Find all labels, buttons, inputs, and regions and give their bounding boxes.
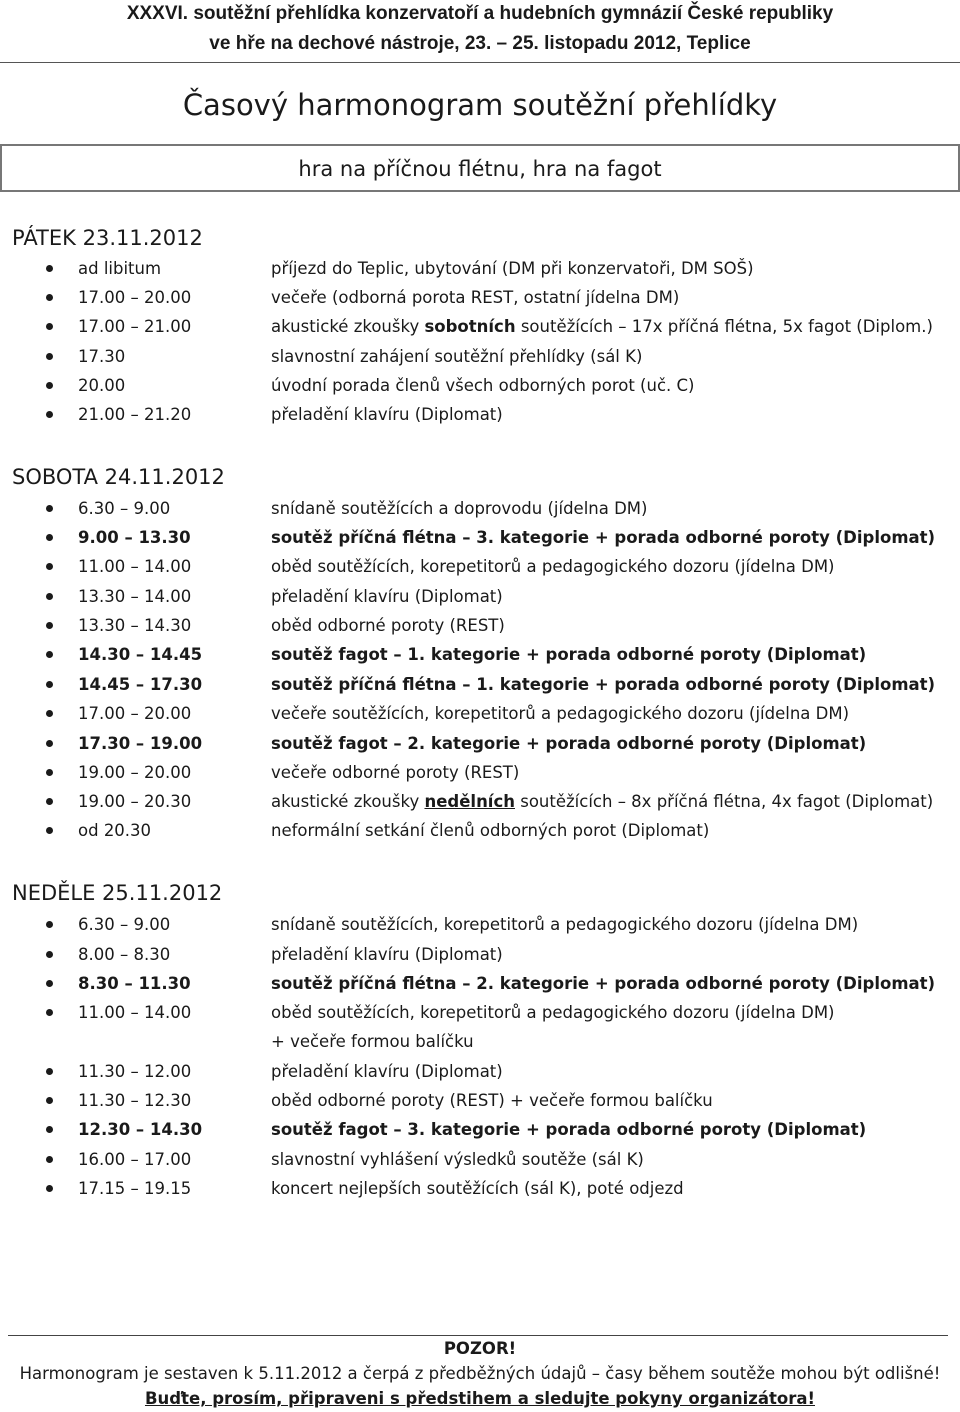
bullet-icon: [46, 622, 53, 629]
day-title: NEDĚLE 25.11.2012: [12, 881, 223, 905]
bullet-icon: [46, 1126, 53, 1133]
bullet-icon: [46, 323, 53, 330]
schedule-row: [0, 640, 960, 669]
bullet-icon: [46, 1097, 53, 1104]
activity-text: soutěžících – 17x příčná flétna, 5x fagot (Diplom.): [515, 317, 933, 336]
time: 13.30 – 14.30: [78, 616, 192, 635]
time: 9.00 – 13.30: [78, 528, 191, 547]
time: 13.30 – 14.00: [78, 587, 192, 606]
activity: soutěž příčná flétna – 3. kategorie + porada odborné poroty (Diplomat): [271, 528, 936, 547]
notice-text: Harmonogram je sestaven k 5.11.2012 a čerpá z předběžných údajů – časy během soutěže mohou být odlišné!: [19, 1364, 941, 1383]
time: 19.00 – 20.00: [78, 763, 192, 782]
activity: koncert nejlepších soutěžících (sál K), poté odjezd: [271, 1179, 684, 1198]
schedule-row: [0, 787, 960, 816]
activity: příjezd do Teplic, ubytování (DM při konzervatoři, DM SOŠ): [271, 259, 754, 278]
schedule-row: [0, 371, 960, 400]
activity: přeladění klavíru (Diplomat): [271, 587, 503, 606]
day-title: PÁTEK 23.11.2012: [12, 226, 203, 250]
activity: večeře (odborná porota REST, ostatní jídelna DM): [271, 288, 680, 307]
bullet-icon: [46, 1185, 53, 1192]
activity: večeře soutěžících, korepetitorů a pedagogického dozoru (jídelna DM): [271, 704, 850, 723]
notice-appeal: Buďte, prosím, připraveni s předstihem a sledujte pokyny organizátora!: [144, 1389, 815, 1408]
time: 17.00 – 20.00: [78, 704, 192, 723]
time: 17.15 – 19.15: [78, 1179, 192, 1198]
time: 12.30 – 14.30: [78, 1120, 203, 1139]
schedule-row: [0, 342, 960, 371]
page-title: Časový harmonogram soutěžní přehlídky: [182, 88, 778, 122]
schedule-row: [0, 1086, 960, 1115]
activity: snídaně soutěžících a doprovodu (jídelna DM): [271, 499, 648, 518]
header-divider: [0, 62, 960, 63]
time: 11.00 – 14.00: [78, 557, 192, 576]
time: 17.00 – 21.00: [78, 317, 192, 336]
activity: [271, 998, 835, 1056]
schedule-row: [0, 816, 960, 845]
activity: soutěž fagot – 2. kategorie + porada odborné poroty (Diplomat): [271, 734, 867, 753]
schedule-row: [0, 1145, 960, 1174]
activity: oběd odborné poroty (REST) + večeře formou balíčku: [271, 1091, 713, 1110]
activity: přeladění klavíru (Diplomat): [271, 405, 503, 424]
activity-text-continued: + večeře formou balíčku: [271, 1032, 474, 1051]
activity: soutěž fagot – 3. kategorie + porada odborné poroty (Diplomat): [271, 1120, 867, 1139]
subtitle-box: [0, 144, 960, 192]
bullet-icon: [46, 593, 53, 600]
header-line-2: ve hře na dechové nástroje, 23. – 25. listopadu 2012, Teplice: [209, 33, 751, 54]
time: 17.00 – 20.00: [78, 288, 192, 307]
activity: neformální setkání členů odborných porot (Diplomat): [271, 821, 710, 840]
activity: snídaně soutěžících, korepetitorů a pedagogického dozoru (jídelna DM): [271, 915, 859, 934]
activity: soutěž příčná flétna – 2. kategorie + porada odborné poroty (Diplomat): [271, 974, 936, 993]
bullet-icon: [46, 827, 53, 834]
bullet-icon: [46, 921, 53, 928]
bullet-icon: [46, 265, 53, 272]
schedule-row: [0, 611, 960, 640]
time: od 20.30: [78, 821, 152, 840]
day-title: SOBOTA 24.11.2012: [12, 465, 225, 489]
bullet-icon: [46, 651, 53, 658]
activity: úvodní porada členů všech odborných porot (uč. C): [271, 376, 695, 395]
bullet-icon: [46, 740, 53, 747]
time: 8.00 – 8.30: [78, 945, 171, 964]
schedule-row: [0, 283, 960, 312]
bullet-icon: [46, 563, 53, 570]
activity: soutěž fagot – 1. kategorie + porada odborné poroty (Diplomat): [271, 645, 867, 664]
bullet-icon: [46, 294, 53, 301]
bullet-icon: [46, 505, 53, 512]
schedule-row: [0, 1115, 960, 1144]
activity-text: soutěžících – 8x příčná flétna, 4x fagot (Diplomat): [515, 792, 934, 811]
bullet-icon: [46, 951, 53, 958]
bullet-icon: [46, 980, 53, 987]
bullet-icon: [46, 534, 53, 541]
schedule-row: [0, 998, 960, 1056]
schedule-row: [0, 523, 960, 552]
schedule-row: [0, 910, 960, 939]
activity: přeladění klavíru (Diplomat): [271, 1062, 503, 1081]
schedule-row: [0, 699, 960, 728]
time: 8.30 – 11.30: [78, 974, 191, 993]
schedule-row: [0, 758, 960, 787]
activity: oběd soutěžících, korepetitorů a pedagogického dozoru (jídelna DM): [271, 557, 835, 576]
time: 11.30 – 12.30: [78, 1091, 192, 1110]
bullet-icon: [46, 1068, 53, 1075]
activity-text: oběd soutěžících, korepetitorů a pedagogického dozoru (jídelna DM): [271, 1003, 835, 1022]
activity: [271, 787, 933, 816]
time: 17.30 – 19.00: [78, 734, 203, 753]
notice-heading: POZOR!: [443, 1339, 517, 1358]
bullet-icon: [46, 382, 53, 389]
activity-emphasis: sobotních: [424, 317, 516, 336]
time: 6.30 – 9.00: [78, 915, 171, 934]
schedule-row: [0, 312, 960, 341]
activity: přeladění klavíru (Diplomat): [271, 945, 503, 964]
time: 11.00 – 14.00: [78, 1003, 192, 1022]
time: 19.00 – 20.30: [78, 792, 192, 811]
schedule-row: [0, 729, 960, 758]
bullet-icon: [46, 411, 53, 418]
schedule-row: [0, 254, 960, 283]
schedule-row: [0, 1174, 960, 1203]
time: 21.00 – 21.20: [78, 405, 192, 424]
activity: [271, 312, 933, 341]
activity: slavnostní vyhlášení výsledků soutěže (sál K): [271, 1150, 644, 1169]
time: 14.45 – 17.30: [78, 675, 203, 694]
activity-text: akustické zkoušky: [271, 792, 425, 811]
time: 14.30 – 14.45: [78, 645, 203, 664]
bullet-icon: [46, 710, 53, 717]
schedule-row: [0, 582, 960, 611]
time: 6.30 – 9.00: [78, 499, 171, 518]
header-line-1: XXXVI. soutěžní přehlídka konzervatoří a hudebních gymnázií České republiky: [126, 3, 834, 24]
bullet-icon: [46, 1009, 53, 1016]
time: 20.00: [78, 376, 126, 395]
schedule-row: [0, 494, 960, 523]
bullet-icon: [46, 1156, 53, 1163]
subtitle: hra na příčnou flétnu, hra na fagot: [298, 157, 662, 181]
time: 16.00 – 17.00: [78, 1150, 192, 1169]
activity: slavnostní zahájení soutěžní přehlídky (sál K): [271, 347, 643, 366]
schedule-row: [0, 552, 960, 581]
bullet-icon: [46, 681, 53, 688]
time: 11.30 – 12.00: [78, 1062, 192, 1081]
activity-emphasis: nedělních: [424, 792, 515, 811]
activity: soutěž příčná flétna – 1. kategorie + porada odborné poroty (Diplomat): [271, 675, 936, 694]
time: 17.30: [78, 347, 126, 366]
schedule-row: [0, 400, 960, 429]
bullet-icon: [46, 769, 53, 776]
activity: oběd odborné poroty (REST): [271, 616, 505, 635]
activity: večeře odborné poroty (REST): [271, 763, 520, 782]
activity-text: akustické zkoušky: [271, 317, 425, 336]
time: ad libitum: [78, 259, 162, 278]
schedule-row: [0, 1057, 960, 1086]
bullet-icon: [46, 353, 53, 360]
schedule-row: [0, 940, 960, 969]
schedule-row: [0, 969, 960, 998]
bullet-icon: [46, 798, 53, 805]
schedule-row: [0, 670, 960, 699]
